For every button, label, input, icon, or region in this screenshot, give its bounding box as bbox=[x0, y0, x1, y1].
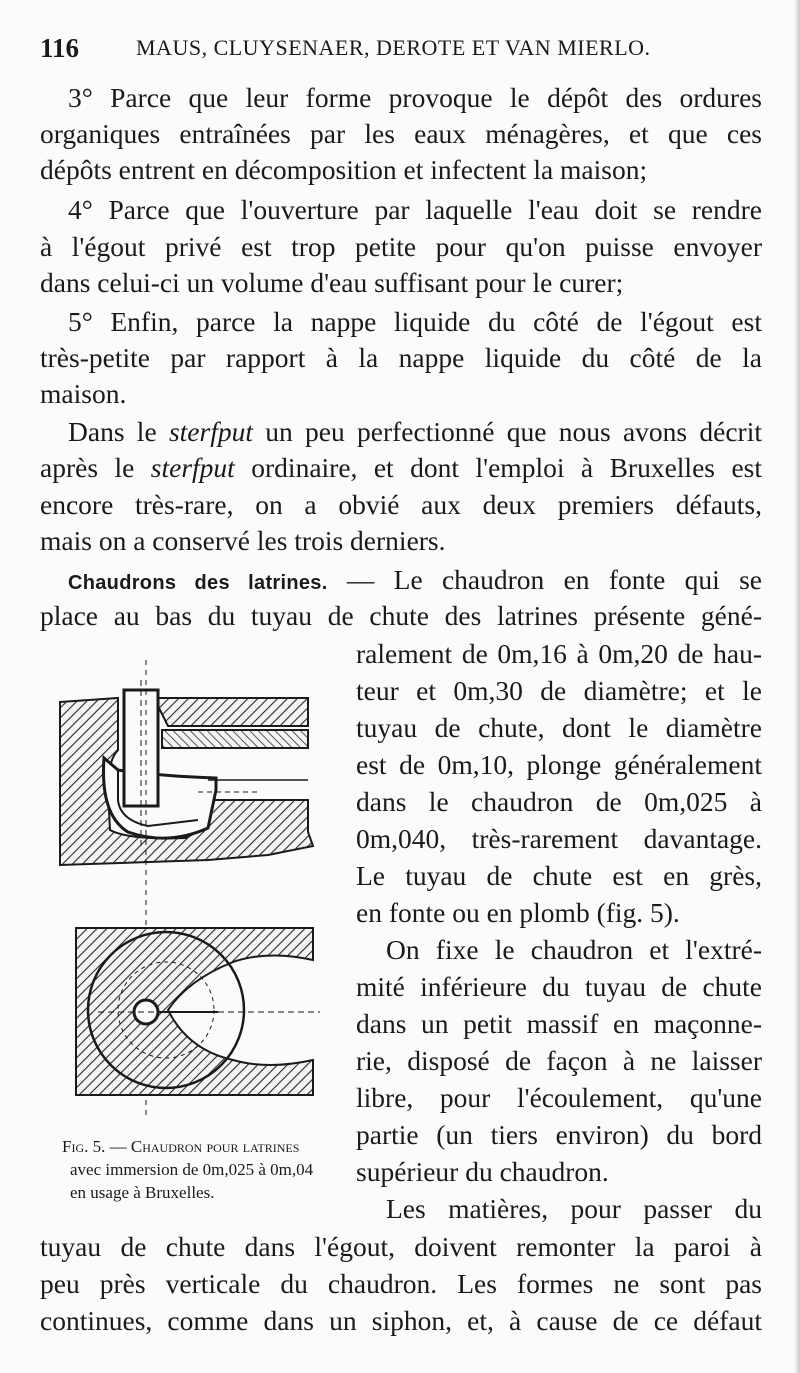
text-line: On fixe le chaudron et l'extré- bbox=[386, 934, 762, 965]
text-line: maison. bbox=[40, 378, 127, 409]
text-line: mais on a conservé les trois derniers. bbox=[40, 525, 446, 556]
text-line: partie (un tiers environ) du bord bbox=[356, 1119, 762, 1150]
italic-term: sterfput bbox=[168, 416, 253, 447]
text-line: dans le chaudron de 0m,025 à bbox=[356, 786, 762, 817]
figure-caption-line bbox=[62, 1135, 352, 1159]
text-span: après le bbox=[40, 452, 151, 483]
text-line: ralement de 0m,16 à 0m,20 de hau- bbox=[356, 638, 762, 669]
italic-term: sterfput bbox=[150, 452, 235, 483]
text-line: teur et 0m,30 de diamètre; et le bbox=[356, 675, 762, 706]
section-heading-line bbox=[68, 562, 762, 601]
section-view bbox=[60, 680, 313, 865]
page-number: 116 bbox=[40, 33, 80, 63]
text-line bbox=[68, 414, 762, 450]
text-line: est de 0m,10, plonge généralement bbox=[356, 749, 762, 780]
section-heading: Chaudrons des latrines. bbox=[68, 572, 328, 594]
text-line: 4° Parce que l'ouverture par laquelle l'eau doit se rendre bbox=[68, 194, 762, 225]
plan-view bbox=[76, 928, 320, 1095]
text-line: rie, disposé de façon à ne laisser bbox=[356, 1045, 762, 1076]
figure-caption-line: en usage à Bruxelles. bbox=[70, 1183, 215, 1202]
text-span: un peu perfectionné que nous avons décrit bbox=[252, 416, 762, 447]
text-line: supérieur du chaudron. bbox=[356, 1156, 609, 1187]
text-line: Le tuyau de chute est en grès, bbox=[356, 860, 762, 891]
text-line: à l'égout privé est trop petite pour qu'on puisse envoyer bbox=[40, 231, 762, 262]
text-line: Les matières, pour passer du bbox=[386, 1193, 762, 1224]
text-line: mité inférieure du tuyau de chute bbox=[356, 971, 762, 1002]
text-line: dans celui-ci un volume d'eau suffisant pour le curer; bbox=[40, 267, 624, 298]
caption-text: Fig. 5. — Chaudron pour latrines bbox=[62, 1137, 300, 1156]
text-line bbox=[40, 450, 762, 486]
text-line: organiques entraînées par les eaux ménagères, et que ces bbox=[40, 118, 762, 149]
text-line: dans un petit massif en maçonne- bbox=[356, 1008, 762, 1039]
figure-caption-line: avec immersion de 0m,025 à 0m,04 bbox=[70, 1160, 314, 1179]
text-span: — Le chaudron en fonte qui se bbox=[327, 564, 762, 595]
text-line: continues, comme dans un siphon, et, à cause de ce défaut bbox=[40, 1305, 762, 1336]
text-line: dépôts entrent en décomposition et infectent la maison; bbox=[40, 154, 648, 185]
text-line: tuyau de chute, dont le diamètre bbox=[356, 712, 762, 743]
page-edge-shadow bbox=[794, 0, 800, 1373]
text-span: ordinaire, et dont l'emploi à Bruxelles est bbox=[234, 452, 762, 483]
text-line: 5° Enfin, parce la nappe liquide du côté de l'égout est bbox=[68, 306, 762, 337]
text-line: en fonte ou en plomb (fig. 5). bbox=[356, 897, 680, 928]
text-line: encore très-rare, on a obvié aux deux premiers défauts, bbox=[40, 489, 762, 520]
cauldron-engraving bbox=[58, 650, 340, 1128]
text-line: 3° Parce que leur forme provoque le dépôt des ordures bbox=[68, 82, 762, 113]
text-line: tuyau de chute dans l'égout, doivent remonter la paroi à bbox=[40, 1231, 762, 1262]
text-line: libre, pour l'écoulement, qu'une bbox=[356, 1082, 762, 1113]
text-span: Dans le bbox=[68, 416, 169, 447]
text-line: place au bas du tuyau de chute des latrines présente géné- bbox=[40, 600, 762, 631]
text-line: très-petite par rapport à la nappe liquide du côté de la bbox=[40, 342, 762, 373]
running-title: MAUS, CLUYSENAER, DEROTE ET VAN MIERLO. bbox=[136, 35, 651, 60]
text-line: 0m,040, très-rarement davantage. bbox=[356, 823, 762, 854]
text-line: peu près verticale du chaudron. Les formes ne sont pas bbox=[40, 1268, 762, 1299]
